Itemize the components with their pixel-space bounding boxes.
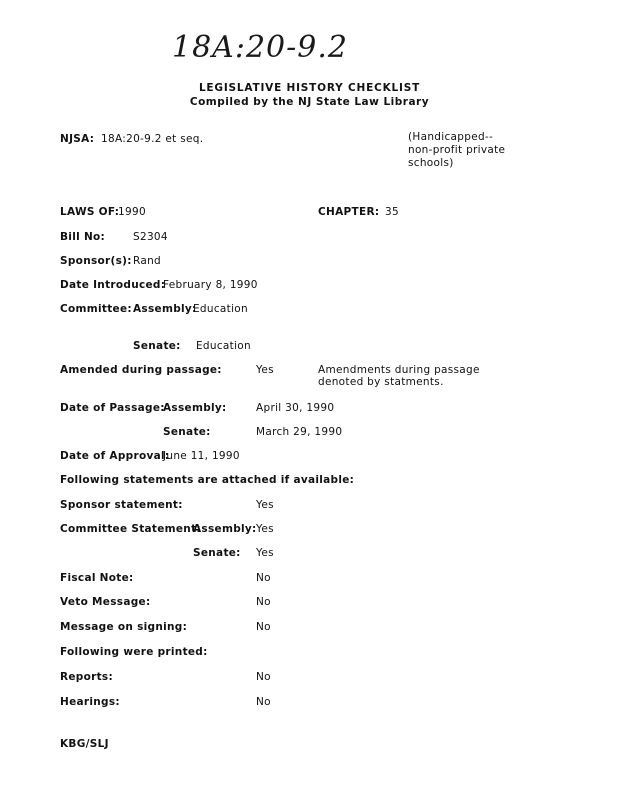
njsa-note-line-2: non-profit private: [408, 144, 506, 156]
committee-label: Committee:: [60, 303, 132, 315]
committee-senate-value: Education: [196, 340, 251, 352]
njsa-value: 18A:20-9.2 et seq.: [101, 133, 204, 145]
passage-senate-label: Senate:: [163, 426, 211, 438]
committee-statement-assembly-value: Yes: [256, 523, 274, 535]
printed-heading: Following were printed:: [60, 646, 208, 658]
veto-message-label: Veto Message:: [60, 596, 151, 608]
veto-message-value: No: [256, 596, 271, 608]
committee-statement-senate-label: Senate:: [193, 547, 241, 559]
sponsor-statement-value: Yes: [256, 499, 274, 511]
amended-value: Yes: [256, 364, 274, 376]
page-subtitle: Compiled by the NJ State Law Library: [189, 96, 430, 108]
sponsor-statement-label: Sponsor statement:: [60, 499, 183, 511]
bill-no-value: S2304: [133, 231, 168, 243]
amended-note-line-1: Amendments during passage: [318, 364, 480, 376]
attached-statements-heading: Following statements are attached if available:: [60, 474, 355, 486]
committee-assembly-label: Assembly:: [133, 303, 197, 315]
amended-label: Amended during passage:: [60, 364, 222, 376]
date-of-approval-label: Date of Approval:: [60, 450, 170, 462]
laws-of-label: LAWS OF:: [60, 206, 120, 218]
fiscal-note-value: No: [256, 572, 271, 584]
committee-senate-label: Senate:: [133, 340, 181, 352]
passage-assembly-value: April 30, 1990: [256, 402, 335, 414]
hearings-label: Hearings:: [60, 696, 120, 708]
chapter-value: 35: [385, 206, 399, 218]
fiscal-note-label: Fiscal Note:: [60, 572, 134, 584]
committee-assembly-value: Education: [193, 303, 248, 315]
initials: KBG/SLJ: [60, 738, 109, 750]
passage-assembly-label: Assembly:: [163, 402, 227, 414]
sponsors-value: Rand: [133, 255, 162, 267]
sponsors-label: Sponsor(s):: [60, 255, 132, 267]
reports-label: Reports:: [60, 671, 113, 683]
committee-statement-senate-value: Yes: [256, 547, 274, 559]
njsa-label: NJSA:: [60, 133, 95, 145]
passage-senate-value: March 29, 1990: [256, 426, 343, 438]
njsa-note-line-3: schools): [408, 157, 454, 169]
date-introduced-value: February 8, 1990: [163, 279, 258, 291]
handwritten-statute-number: 18A:20-9.2: [172, 30, 348, 65]
message-on-signing-label: Message on signing:: [60, 621, 188, 633]
date-of-passage-label: Date of Passage:: [60, 402, 165, 414]
date-introduced-label: Date Introduced:: [60, 279, 166, 291]
message-on-signing-value: No: [256, 621, 271, 633]
amended-note-line-2: denoted by statments.: [318, 376, 444, 388]
laws-of-value: 1990: [118, 206, 146, 218]
njsa-note-line-1: (Handicapped--: [408, 131, 494, 143]
date-of-approval-value: June 11, 1990: [163, 450, 240, 462]
bill-no-label: Bill No:: [60, 231, 106, 243]
committee-statement-assembly-label: Assembly:: [193, 523, 257, 535]
reports-value: No: [256, 671, 271, 683]
committee-statement-label: Committee Statement:: [60, 523, 201, 535]
hearings-value: No: [256, 696, 271, 708]
chapter-label: CHAPTER:: [318, 206, 380, 218]
page-title: LEGISLATIVE HISTORY CHECKLIST: [198, 82, 421, 94]
